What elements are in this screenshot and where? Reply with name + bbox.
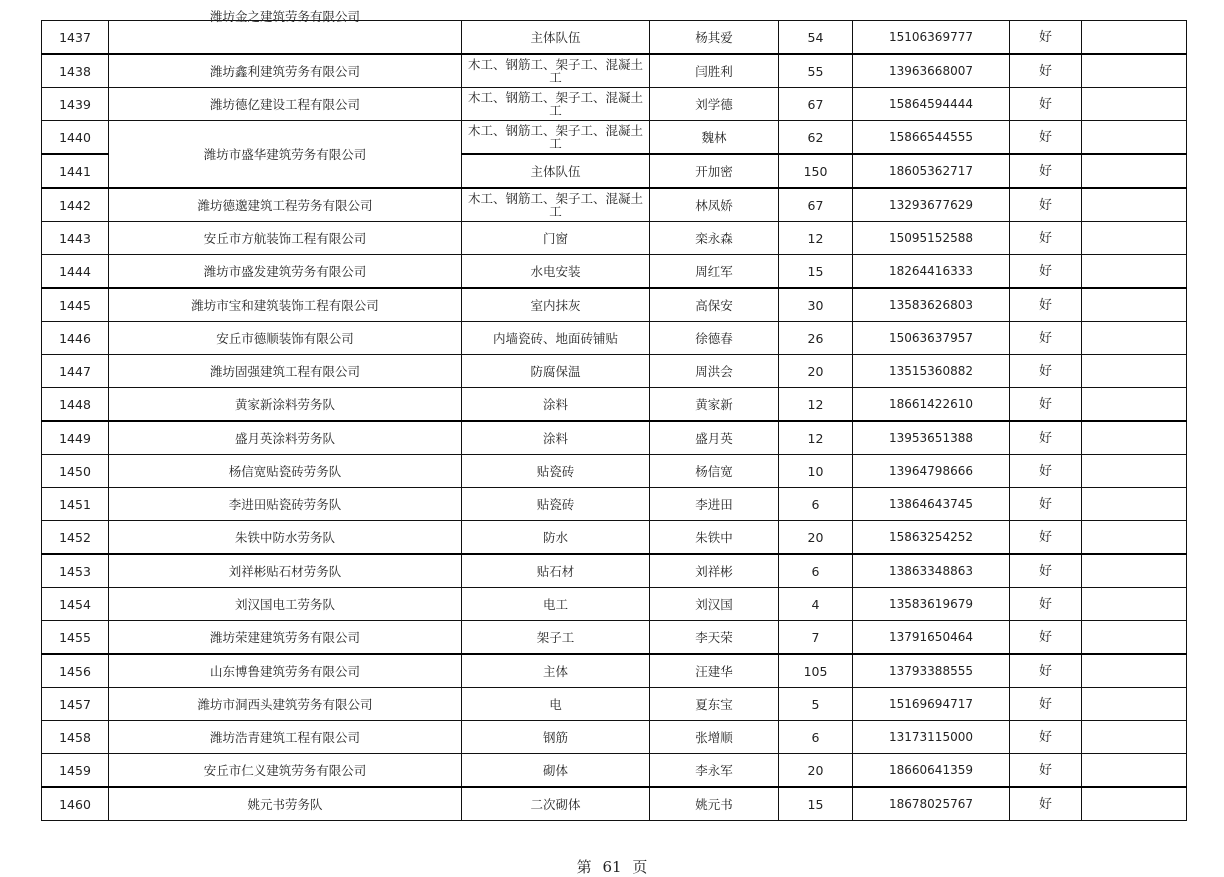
contact-person: 朱铁中 bbox=[650, 521, 779, 555]
table-row bbox=[42, 688, 1187, 721]
company-name: 潍坊市洞西头建筑劳务有限公司 bbox=[109, 688, 462, 721]
phone-number: 18661422610 bbox=[853, 388, 1010, 422]
company-name: 潍坊鑫利建筑劳务有限公司 bbox=[109, 54, 462, 88]
contact-person: 高保安 bbox=[650, 288, 779, 322]
worker-count: 26 bbox=[779, 322, 853, 355]
phone-number: 18264416333 bbox=[853, 255, 1010, 289]
page-label-suffix: 页 bbox=[632, 858, 648, 876]
remark bbox=[1082, 621, 1187, 655]
remark bbox=[1082, 521, 1187, 555]
work-type: 木工、钢筋工、架子工、混凝土工 bbox=[462, 121, 650, 155]
row-number: 1444 bbox=[42, 255, 109, 289]
row-number: 1441 bbox=[42, 154, 109, 188]
worker-count: 105 bbox=[779, 654, 853, 688]
phone-number: 15169694717 bbox=[853, 688, 1010, 721]
row-number: 1460 bbox=[42, 787, 109, 821]
evaluation: 好 bbox=[1010, 54, 1082, 88]
work-type: 电 bbox=[462, 688, 650, 721]
work-type: 木工、钢筋工、架子工、混凝土工 bbox=[462, 188, 650, 222]
remark bbox=[1082, 554, 1187, 588]
work-type: 贴瓷砖 bbox=[462, 455, 650, 488]
work-type: 架子工 bbox=[462, 621, 650, 655]
worker-count: 20 bbox=[779, 754, 853, 788]
company-name: 潍坊金之建筑劳务有限公司 bbox=[109, 21, 462, 55]
work-type: 电工 bbox=[462, 588, 650, 621]
evaluation: 好 bbox=[1010, 154, 1082, 188]
evaluation: 好 bbox=[1010, 188, 1082, 222]
company-name: 安丘市德顺装饰有限公司 bbox=[109, 322, 462, 355]
evaluation: 好 bbox=[1010, 355, 1082, 388]
table-row bbox=[42, 54, 1187, 88]
work-type: 贴石材 bbox=[462, 554, 650, 588]
row-number: 1453 bbox=[42, 554, 109, 588]
row-number: 1446 bbox=[42, 322, 109, 355]
contact-person: 夏东宝 bbox=[650, 688, 779, 721]
company-name: 安丘市方航装饰工程有限公司 bbox=[109, 222, 462, 255]
evaluation: 好 bbox=[1010, 88, 1082, 121]
evaluation: 好 bbox=[1010, 121, 1082, 155]
table-row bbox=[42, 521, 1187, 555]
page-label-prefix: 第 bbox=[576, 858, 592, 876]
row-number: 1455 bbox=[42, 621, 109, 655]
worker-count: 12 bbox=[779, 222, 853, 255]
worker-count: 54 bbox=[779, 21, 853, 55]
remark bbox=[1082, 388, 1187, 422]
evaluation: 好 bbox=[1010, 621, 1082, 655]
worker-count: 10 bbox=[779, 455, 853, 488]
company-name: 刘汉国电工劳务队 bbox=[109, 588, 462, 621]
row-number: 1439 bbox=[42, 88, 109, 121]
remark bbox=[1082, 88, 1187, 121]
company-name: 山东博鲁建筑劳务有限公司 bbox=[109, 654, 462, 688]
company-name: 潍坊固强建筑工程有限公司 bbox=[109, 355, 462, 388]
row-number: 1458 bbox=[42, 721, 109, 754]
evaluation: 好 bbox=[1010, 787, 1082, 821]
worker-count: 15 bbox=[779, 787, 853, 821]
remark bbox=[1082, 421, 1187, 455]
contact-person: 李永军 bbox=[650, 754, 779, 788]
work-type: 防腐保温 bbox=[462, 355, 650, 388]
company-name: 潍坊市宝和建筑装饰工程有限公司 bbox=[109, 288, 462, 322]
contact-person: 汪建华 bbox=[650, 654, 779, 688]
table-row bbox=[42, 388, 1187, 422]
work-type: 主体队伍 bbox=[462, 154, 650, 188]
evaluation: 好 bbox=[1010, 588, 1082, 621]
work-type: 防水 bbox=[462, 521, 650, 555]
row-number: 1440 bbox=[42, 121, 109, 155]
table-row bbox=[42, 654, 1187, 688]
evaluation: 好 bbox=[1010, 521, 1082, 555]
phone-number: 18678025767 bbox=[853, 787, 1010, 821]
work-type: 涂料 bbox=[462, 421, 650, 455]
remark bbox=[1082, 654, 1187, 688]
work-type: 木工、钢筋工、架子工、混凝土工 bbox=[462, 88, 650, 121]
phone-number: 13791650464 bbox=[853, 621, 1010, 655]
table-row bbox=[42, 222, 1187, 255]
table-row bbox=[42, 554, 1187, 588]
phone-number: 15106369777 bbox=[853, 21, 1010, 55]
company-name: 潍坊市盛发建筑劳务有限公司 bbox=[109, 255, 462, 289]
company-name: 刘祥彬贴石材劳务队 bbox=[109, 554, 462, 588]
evaluation: 好 bbox=[1010, 721, 1082, 754]
remark bbox=[1082, 121, 1187, 155]
table-row bbox=[42, 621, 1187, 655]
worker-count: 15 bbox=[779, 255, 853, 289]
remark bbox=[1082, 322, 1187, 355]
worker-count: 5 bbox=[779, 688, 853, 721]
company-name: 黄家新涂料劳务队 bbox=[109, 388, 462, 422]
row-number: 1449 bbox=[42, 421, 109, 455]
company-name: 潍坊浩青建筑工程有限公司 bbox=[109, 721, 462, 754]
company-name: 潍坊市盛华建筑劳务有限公司 bbox=[109, 121, 462, 189]
company-name: 李进田贴瓷砖劳务队 bbox=[109, 488, 462, 521]
phone-number: 18660641359 bbox=[853, 754, 1010, 788]
table-row bbox=[42, 455, 1187, 488]
row-number: 1448 bbox=[42, 388, 109, 422]
work-type: 内墙瓷砖、地面砖铺贴 bbox=[462, 322, 650, 355]
work-type: 钢筋 bbox=[462, 721, 650, 754]
contact-person: 徐德春 bbox=[650, 322, 779, 355]
worker-count: 55 bbox=[779, 54, 853, 88]
phone-number: 13953651388 bbox=[853, 421, 1010, 455]
worker-count: 20 bbox=[779, 355, 853, 388]
contact-person: 李进田 bbox=[650, 488, 779, 521]
remark bbox=[1082, 154, 1187, 188]
worker-count: 67 bbox=[779, 188, 853, 222]
company-name: 安丘市仁义建筑劳务有限公司 bbox=[109, 754, 462, 788]
contact-person: 李天荣 bbox=[650, 621, 779, 655]
contact-person: 刘汉国 bbox=[650, 588, 779, 621]
phone-number: 13964798666 bbox=[853, 455, 1010, 488]
worker-count: 62 bbox=[779, 121, 853, 155]
remark bbox=[1082, 787, 1187, 821]
table-row bbox=[42, 322, 1187, 355]
remark bbox=[1082, 355, 1187, 388]
table-row bbox=[42, 255, 1187, 289]
work-type: 砌体 bbox=[462, 754, 650, 788]
worker-count: 7 bbox=[779, 621, 853, 655]
phone-number: 13583619679 bbox=[853, 588, 1010, 621]
contact-person: 栾永森 bbox=[650, 222, 779, 255]
phone-number: 15863254252 bbox=[853, 521, 1010, 555]
work-type: 主体 bbox=[462, 654, 650, 688]
table-row bbox=[42, 288, 1187, 322]
remark bbox=[1082, 754, 1187, 788]
evaluation: 好 bbox=[1010, 322, 1082, 355]
evaluation: 好 bbox=[1010, 688, 1082, 721]
contact-person: 周洪会 bbox=[650, 355, 779, 388]
row-number: 1451 bbox=[42, 488, 109, 521]
row-number: 1438 bbox=[42, 54, 109, 88]
work-type: 水电安装 bbox=[462, 255, 650, 289]
page-number: 61 bbox=[602, 858, 622, 876]
phone-number: 13863348863 bbox=[853, 554, 1010, 588]
company-name: 潍坊德邈建筑工程劳务有限公司 bbox=[109, 188, 462, 222]
table-row bbox=[42, 754, 1187, 788]
remark bbox=[1082, 588, 1187, 621]
row-number: 1447 bbox=[42, 355, 109, 388]
work-type: 二次砌体 bbox=[462, 787, 650, 821]
evaluation: 好 bbox=[1010, 554, 1082, 588]
table-row bbox=[42, 488, 1187, 521]
worker-count: 4 bbox=[779, 588, 853, 621]
remark bbox=[1082, 721, 1187, 754]
contact-person: 杨信宽 bbox=[650, 455, 779, 488]
row-number: 1454 bbox=[42, 588, 109, 621]
table-row bbox=[42, 421, 1187, 455]
work-type: 室内抹灰 bbox=[462, 288, 650, 322]
contact-person: 姚元书 bbox=[650, 787, 779, 821]
work-type: 涂料 bbox=[462, 388, 650, 422]
remark bbox=[1082, 688, 1187, 721]
row-number: 1443 bbox=[42, 222, 109, 255]
phone-number: 15864594444 bbox=[853, 88, 1010, 121]
row-number: 1452 bbox=[42, 521, 109, 555]
phone-number: 13293677629 bbox=[853, 188, 1010, 222]
evaluation: 好 bbox=[1010, 388, 1082, 422]
labor-team-table bbox=[41, 9, 1187, 821]
worker-count: 30 bbox=[779, 288, 853, 322]
row-number: 1459 bbox=[42, 754, 109, 788]
row-number: 1450 bbox=[42, 455, 109, 488]
company-name: 杨信宽贴瓷砖劳务队 bbox=[109, 455, 462, 488]
table-row bbox=[42, 88, 1187, 121]
company-name: 盛月英涂料劳务队 bbox=[109, 421, 462, 455]
evaluation: 好 bbox=[1010, 488, 1082, 521]
evaluation: 好 bbox=[1010, 455, 1082, 488]
company-name: 潍坊德亿建设工程有限公司 bbox=[109, 88, 462, 121]
phone-number: 15095152588 bbox=[853, 222, 1010, 255]
contact-person: 黄家新 bbox=[650, 388, 779, 422]
contact-person: 刘学德 bbox=[650, 88, 779, 121]
remark bbox=[1082, 54, 1187, 88]
contact-person: 盛月英 bbox=[650, 421, 779, 455]
company-name: 姚元书劳务队 bbox=[109, 787, 462, 821]
remark bbox=[1082, 488, 1187, 521]
worker-count: 67 bbox=[779, 88, 853, 121]
table-row bbox=[42, 588, 1187, 621]
worker-count: 6 bbox=[779, 488, 853, 521]
evaluation: 好 bbox=[1010, 21, 1082, 55]
contact-person: 周红军 bbox=[650, 255, 779, 289]
evaluation: 好 bbox=[1010, 288, 1082, 322]
evaluation: 好 bbox=[1010, 222, 1082, 255]
evaluation: 好 bbox=[1010, 421, 1082, 455]
table-row bbox=[42, 721, 1187, 754]
worker-count: 12 bbox=[779, 421, 853, 455]
remark bbox=[1082, 188, 1187, 222]
work-type: 主体队伍 bbox=[462, 21, 650, 55]
contact-person: 林凤娇 bbox=[650, 188, 779, 222]
work-type: 贴瓷砖 bbox=[462, 488, 650, 521]
row-number: 1442 bbox=[42, 188, 109, 222]
row-number: 1456 bbox=[42, 654, 109, 688]
evaluation: 好 bbox=[1010, 754, 1082, 788]
work-type: 木工、钢筋工、架子工、混凝土工 bbox=[462, 54, 650, 88]
phone-number: 15063637957 bbox=[853, 322, 1010, 355]
contact-person: 刘祥彬 bbox=[650, 554, 779, 588]
phone-number: 13515360882 bbox=[853, 355, 1010, 388]
evaluation: 好 bbox=[1010, 255, 1082, 289]
worker-count: 20 bbox=[779, 521, 853, 555]
phone-number: 15866544555 bbox=[853, 121, 1010, 155]
contact-person: 开加密 bbox=[650, 154, 779, 188]
worker-count: 6 bbox=[779, 721, 853, 754]
remark bbox=[1082, 222, 1187, 255]
work-type: 门窗 bbox=[462, 222, 650, 255]
worker-count: 12 bbox=[779, 388, 853, 422]
page-footer bbox=[0, 856, 1224, 877]
contact-person: 杨其爱 bbox=[650, 21, 779, 55]
contact-person: 闫胜利 bbox=[650, 54, 779, 88]
remark bbox=[1082, 21, 1187, 55]
phone-number: 13583626803 bbox=[853, 288, 1010, 322]
phone-number: 13963668007 bbox=[853, 54, 1010, 88]
remark bbox=[1082, 455, 1187, 488]
row-number: 1457 bbox=[42, 688, 109, 721]
table-row bbox=[42, 787, 1187, 821]
worker-count: 6 bbox=[779, 554, 853, 588]
evaluation: 好 bbox=[1010, 654, 1082, 688]
phone-number: 13173115000 bbox=[853, 721, 1010, 754]
row-number: 1445 bbox=[42, 288, 109, 322]
table-row bbox=[42, 21, 1187, 55]
phone-number: 13864643745 bbox=[853, 488, 1010, 521]
row-number: 1437 bbox=[42, 21, 109, 55]
table-row bbox=[42, 188, 1187, 222]
worker-count: 150 bbox=[779, 154, 853, 188]
contact-person: 张增顺 bbox=[650, 721, 779, 754]
remark bbox=[1082, 255, 1187, 289]
company-name: 朱铁中防水劳务队 bbox=[109, 521, 462, 555]
remark bbox=[1082, 288, 1187, 322]
contact-person: 魏林 bbox=[650, 121, 779, 155]
table-row bbox=[42, 121, 1187, 155]
table-row bbox=[42, 355, 1187, 388]
company-name: 潍坊荣建建筑劳务有限公司 bbox=[109, 621, 462, 655]
phone-number: 18605362717 bbox=[853, 154, 1010, 188]
phone-number: 13793388555 bbox=[853, 654, 1010, 688]
